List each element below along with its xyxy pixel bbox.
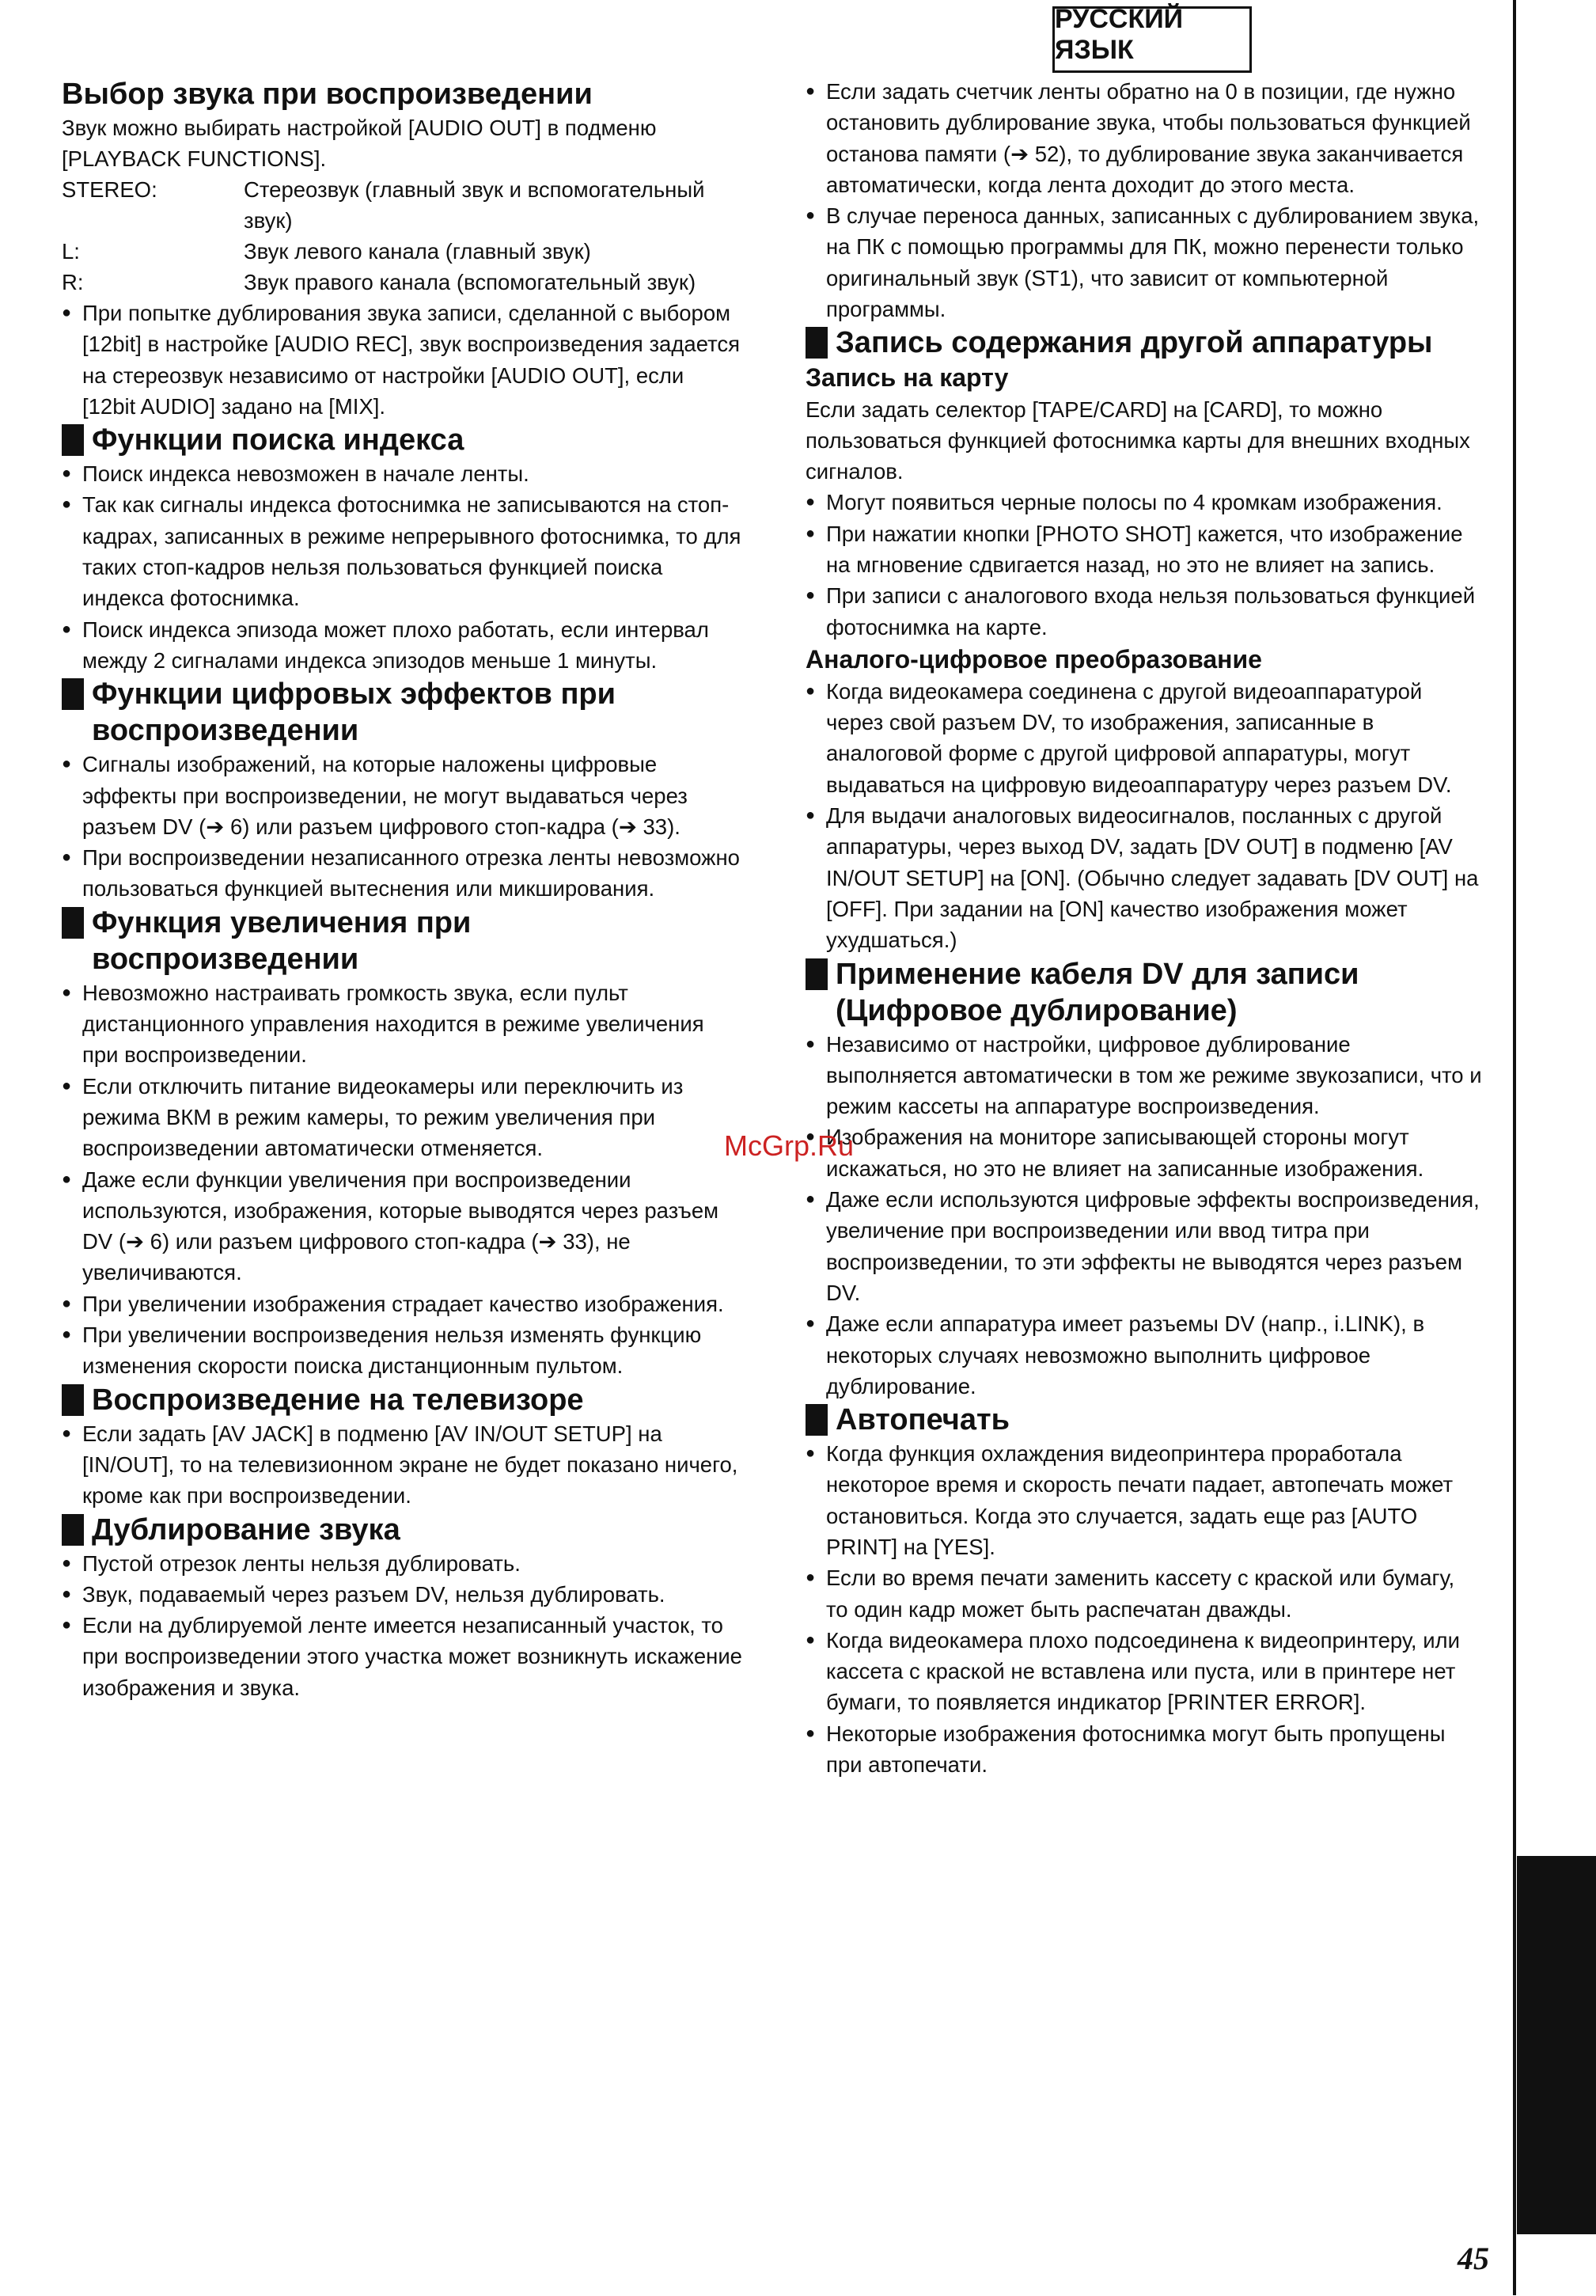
bullet-list xyxy=(62,458,742,676)
bullet-item: ● При попытке дублирования звука записи, сделанной с выбором [12bit] в настройке [AUDIO REC], звук воспроизведения задается на стереозвук независимо от настройки [AUDIO OUT], если [12bit AUDIO] задано на [MIX]. xyxy=(62,298,742,422)
bullet-item: ● Поиск индекса эпизода может плохо работать, если интервал между 2 сигналами индекса эпизодов меньше 1 минуты. xyxy=(62,614,742,677)
bullet-item: ● При нажатии кнопки [PHOTO SHOT] кажется, что изображение на мгновение сдвигается назад, но это не влияет на запись. xyxy=(806,518,1482,581)
bullet-list xyxy=(62,298,742,422)
section-heading xyxy=(62,905,742,977)
square-bullet-icon xyxy=(62,1384,84,1416)
bullet-list xyxy=(806,1029,1482,1402)
square-bullet-icon xyxy=(62,907,84,939)
subsection-title: Запись на карту xyxy=(806,363,1009,393)
language-badge: РУССКИЙ ЯЗЫК xyxy=(1052,6,1252,73)
section-index-search xyxy=(62,422,742,676)
section-title: Воспроизведение на телевизоре xyxy=(92,1383,584,1417)
section-intro: Звук можно выбирать настройкой [AUDIO OUT] в подменю [PLAYBACK FUNCTIONS]. xyxy=(62,116,657,171)
square-bullet-icon xyxy=(806,958,828,990)
bullet-item: ● Звук, подаваемый через разъем DV, нельзя дублировать. xyxy=(62,1579,742,1610)
bullet-item: ● При воспроизведении незаписанного отрезка ленты невозможно пользоваться функцией вытеснения или микширования. xyxy=(62,842,742,905)
section-heading xyxy=(62,422,742,458)
section-auto-print xyxy=(806,1402,1482,1780)
section-title: Дублирование звука xyxy=(92,1512,400,1546)
bullet-item: ● Если во время печати заменить кассету с краской или бумагу, то один кадр может быть распечатан дважды. xyxy=(806,1562,1482,1625)
section-playback-zoom xyxy=(62,905,742,1382)
section-title: Запись содержания другой аппаратуры xyxy=(836,326,1433,360)
section-title: Выбор звука при воспроизведении xyxy=(62,78,593,111)
section-heading xyxy=(806,1402,1482,1438)
bullet-list xyxy=(806,487,1482,642)
bullet-item: ● В случае переноса данных, записанных с дублированием звука, на ПК с помощью программы для ПК, можно перенести только оригинальный звук (ST1), что зависит от компьютерной программы. xyxy=(806,200,1482,324)
bullet-list xyxy=(806,1438,1482,1780)
audio-out-options xyxy=(62,174,742,298)
bullet-item: ● Пустой отрезок ленты нельзя дублировать. xyxy=(62,1548,742,1579)
bullet-item: ● Когда видеокамера плохо подсоединена к видеопринтеру, или кассета с краской не вставлена или пуста, или в принтере нет бумаги, то появляется индикатор [PRINTER ERROR]. xyxy=(806,1625,1482,1718)
option-term: R: xyxy=(62,270,84,294)
bullet-item: ● При записи с аналогового входа нельзя пользоваться функцией фотоснимка на карте. xyxy=(806,580,1482,643)
section-digital-effects xyxy=(62,676,742,904)
subsection-text: Если задать селектор [TAPE/CARD] на [CARD], то можно пользоваться функцией фотоснимка карты для внешних входных сигналов. xyxy=(806,397,1470,484)
bullet-item: ● Если на дублируемой ленте имеется незаписанный участок, то при воспроизведении этого участка может возникнуть искажение изображения и звука. xyxy=(62,1610,742,1703)
bullet-item: ● Сигналы изображений, на которые наложены цифровые эффекты при воспроизведении, не могут выдаваться через разъем DV (➔ 6) или разъем цифрового стоп-кадра (➔ 33). xyxy=(62,749,742,842)
bullet-item: ● Даже если аппаратура имеет разъемы DV (напр., i.LINK), в некоторых случаях невозможно выполнить цифровое дублирование. xyxy=(806,1308,1482,1402)
section-title: Автопечать xyxy=(836,1403,1010,1437)
option-term: L: xyxy=(62,239,80,264)
square-bullet-icon xyxy=(806,1404,828,1436)
page-number: 45 xyxy=(1458,2241,1489,2276)
bullet-item: ● Поиск индекса невозможен в начале ленты. xyxy=(62,458,742,489)
bullet-item: ● Некоторые изображения фотоснимка могут быть пропущены при автопечати. xyxy=(806,1718,1482,1781)
square-bullet-icon xyxy=(806,327,828,359)
square-bullet-icon xyxy=(62,424,84,456)
section-tv-playback xyxy=(62,1382,742,1512)
bullet-item: ● Даже если используются цифровые эффекты воспроизведения, увеличение при воспроизведении или ввод титра при воспроизведении, то эти эффекты не выводятся через разъем DV. xyxy=(806,1184,1482,1308)
section-title: Функции цифровых эффектов при воспроизведении xyxy=(92,677,616,748)
bullet-item: ● При увеличении изображения страдает качество изображения. xyxy=(62,1288,742,1319)
option-desc: Стереозвук (главный звук и вспомогательный звук) xyxy=(244,177,705,233)
bullet-item: ● Если задать счетчик ленты обратно на 0 в позиции, где нужно остановить дублирование звука, чтобы пользоваться функцией останова памяти (➔ 52), то дублирование звука заканчивается автоматически, когда лента доходит до этого места. xyxy=(806,76,1482,200)
section-external-recording xyxy=(806,324,1482,955)
right-column xyxy=(806,76,1482,1780)
bullet-list xyxy=(806,76,1482,324)
section-dv-cable-dubbing xyxy=(806,956,1482,1402)
section-heading xyxy=(62,1512,742,1548)
section-title: Функция увеличения при воспроизведении xyxy=(92,905,472,976)
option-desc: Звук правого канала (вспомогательный звук) xyxy=(244,270,696,294)
square-bullet-icon xyxy=(62,1514,84,1546)
square-bullet-icon xyxy=(62,678,84,710)
bullet-list xyxy=(62,749,742,904)
bullet-item: ● Даже если функции увеличения при воспроизведении используются, изображения, которые выводятся через разъем DV (➔ 6) или разъем цифрового стоп-кадра (➔ 33), не увеличиваются. xyxy=(62,1164,742,1288)
side-thumb-tab xyxy=(1517,1856,1596,2234)
bullet-list xyxy=(62,1548,742,1703)
watermark: McGrp.Ru xyxy=(724,1129,855,1162)
bullet-list xyxy=(62,1418,742,1512)
bullet-item: ● Изображения на мониторе записывающей стороны могут искажаться, но это не влияет на записанные изображения. xyxy=(806,1121,1482,1184)
bullet-item: ● Для выдачи аналоговых видеосигналов, посланных с другой аппаратуры, через выход DV, задать [DV OUT] в подменю [AV IN/OUT SETUP] на [ON]. (Обычно следует задавать [DV OUT] на [OFF]. При задании на [ON] качество изображения может ухудшаться.) xyxy=(806,800,1482,955)
bullet-item: ● Если задать [AV JACK] в подменю [AV IN/OUT SETUP] на [IN/OUT], то на телевизионном экране не будет показано ничего, кроме как при воспроизведении. xyxy=(62,1418,742,1512)
bullet-item: ● Когда видеокамера соединена с другой видеоаппаратурой через свой разъем DV, то изображения, записанные в аналоговой форме с другой цифровой аппаратуры, могут выдаваться на цифровую видеоаппаратуру через разъем DV. xyxy=(806,676,1482,800)
bullet-item: ● Невозможно настраивать громкость звука, если пульт дистанционного управления находится в режиме увеличения при воспроизведении. xyxy=(62,977,742,1071)
section-heading xyxy=(62,1382,742,1418)
bullet-item: ● Так как сигналы индекса фотоснимка не записываются на стоп-кадрах, записанных в режиме непрерывного фотоснимка, то для таких стоп-кадров нельзя пользоваться функцией поиска индекса фотоснимка. xyxy=(62,489,742,613)
bullet-item: ● Если отключить питание видеокамеры или переключить из режима ВКМ в режим камеры, то режим увеличения при воспроизведении автоматически отменяется. xyxy=(62,1071,742,1164)
option-term: STEREO: xyxy=(62,177,157,202)
bullet-item: ● При увеличении воспроизведения нельзя изменять функцию изменения скорости поиска дистанционным пультом. xyxy=(62,1319,742,1382)
bullet-list xyxy=(62,977,742,1382)
bullet-item: ● Независимо от настройки, цифровое дублирование выполняется автоматически в том же режиме звукозаписи, что и режим кассеты на аппаратуре воспроизведения. xyxy=(806,1029,1482,1122)
bullet-list xyxy=(806,676,1482,956)
subsection-title: Аналого-цифровое преобразование xyxy=(806,644,1262,674)
bullet-item: ● Когда функция охлаждения видеопринтера проработала некоторое время и скорость печати падает, автопечать может остановиться. Когда это случается, задать еще раз [AUTO PRINT] на [YES]. xyxy=(806,1438,1482,1562)
section-heading xyxy=(806,324,1482,361)
section-sound-selection xyxy=(62,76,742,422)
section-heading xyxy=(806,956,1482,1029)
section-heading xyxy=(62,676,742,749)
section-title: Функции поиска индекса xyxy=(92,423,464,457)
bullet-item: ● Могут появиться черные полосы по 4 кромкам изображения. xyxy=(806,487,1482,518)
section-audio-dubbing xyxy=(62,1512,742,1703)
section-title: Применение кабеля DV для записи (Цифровое дублирование) xyxy=(836,957,1359,1027)
right-edge-rule xyxy=(1513,0,1516,2295)
option-desc: Звук левого канала (главный звук) xyxy=(244,239,591,264)
left-column xyxy=(62,76,742,1703)
